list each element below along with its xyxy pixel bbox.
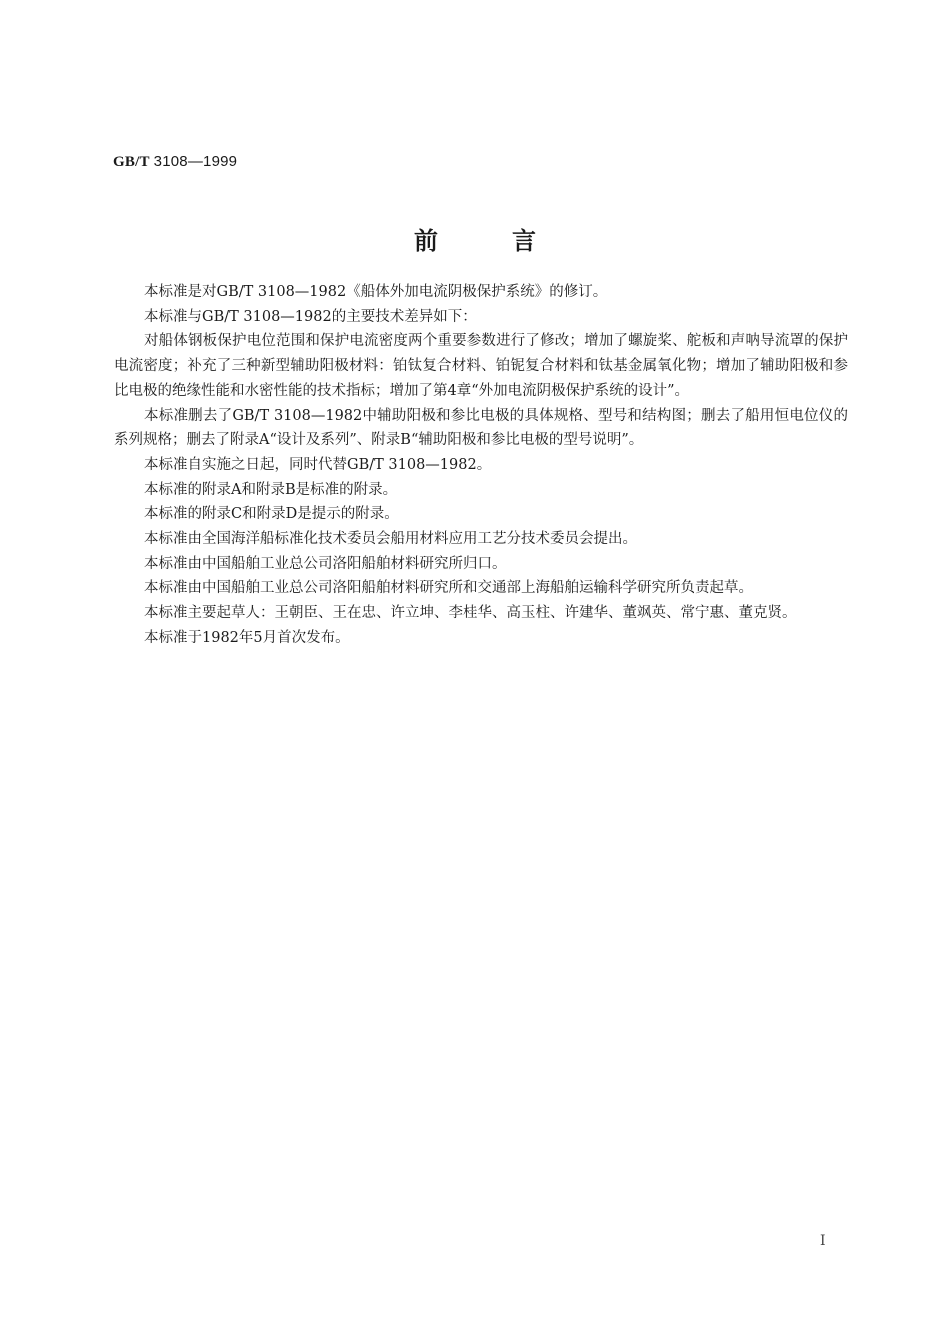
- paragraph-replacement: 本标准自实施之日起，同时代替GB/T 3108—1982。: [144, 456, 492, 473]
- standard-code: [113, 150, 237, 173]
- page-title: 前言: [414, 226, 610, 255]
- paragraph-normative-annexes: 本标准的附录A和附录B是标准的附录。: [144, 481, 398, 498]
- paragraph-first-issued: 本标准于1982年5月首次发布。: [144, 629, 350, 646]
- paragraph-deletions: 本标准删去了GB/T 3108—1982中辅助阳极和参比电极的具体规格、型号和结构图；删去了船用恒电位仪的系列规格；删去了附录A“设计及系列”、附录B“辅助阳极和参比电极的型号说明”。: [114, 407, 848, 449]
- paragraph-differences-intro: 本标准与GB/T 3108—1982的主要技术差异如下：: [144, 308, 477, 325]
- standard-number: 3108—1999: [153, 153, 238, 170]
- foreword-body: [114, 280, 848, 651]
- standard-prefix: GB/T: [113, 154, 150, 170]
- paragraph-informative-annexes: 本标准的附录C和附录D是提示的附录。: [144, 506, 399, 523]
- paragraph-modifications: 对船体钢板保护电位范围和保护电流密度两个重要参数进行了修改；增加了螺旋桨、舵板和声呐导流罩的保护电流密度；补充了三种新型辅助阳极材料：铂钛复合材料、铂铌复合材料和钛基金属氧化物；增加了辅助阳极和参比电极的绝缘性能和水密性能的技术指标；增加了第4章“外加电流阴极保护系统的设计”。: [114, 333, 848, 399]
- paragraph-drafters: 本标准主要起草人：王朝臣、王在忠、许立坤、李桂华、高玉柱、许建华、董飒英、常宁惠、董克贤。: [144, 605, 797, 622]
- paragraph-proposed-by: 本标准由全国海洋船标准化技术委员会船用材料应用工艺分技术委员会提出。: [144, 531, 637, 548]
- paragraph-drafted-by: 本标准由中国船舶工业总公司洛阳船舶材料研究所和交通部上海船舶运输科学研究所负责起草。: [144, 580, 753, 597]
- paragraph-managed-by: 本标准由中国船舶工业总公司洛阳船舶材料研究所归口。: [144, 555, 507, 572]
- paragraph-revision: 本标准是对GB/T 3108—1982《船体外加电流阴极保护系统》的修订。: [144, 284, 608, 300]
- page-number: I: [820, 1233, 826, 1249]
